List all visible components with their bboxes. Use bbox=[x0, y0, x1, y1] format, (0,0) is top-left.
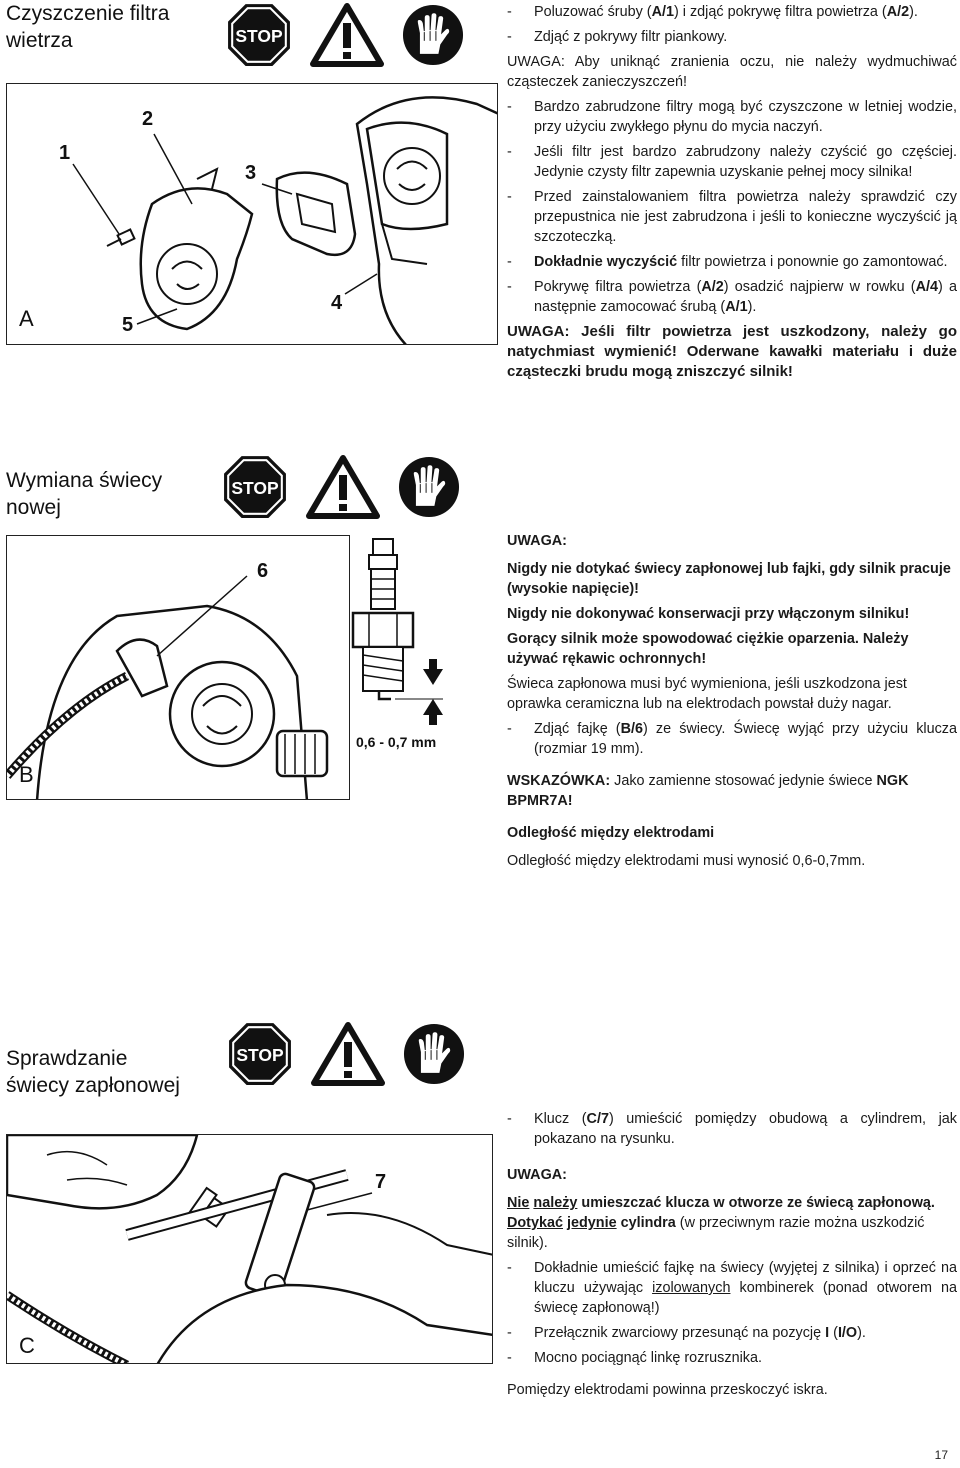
note-high-voltage: Nigdy nie dotykać świecy zapłonowej lub fajki, gdy silnik pracuje (wysokie napięcie)! bbox=[507, 561, 951, 597]
hint-paragraph: WSKAZÓWKA: Jako zamienne stosować jedynie świece NGK BPMR7A! bbox=[507, 773, 909, 809]
callout-4: 4 bbox=[331, 292, 343, 314]
final-warning-note: UWAGA: Jeśli filtr powietrza jest uszkodzony, należy go natychmiast wymienić! Oderwane kawałki materiału i duże cząsteczki brudu mogą zniszczyć silnik! bbox=[507, 323, 957, 380]
figure-letter-c: C bbox=[19, 1333, 35, 1358]
callout-3: 3 bbox=[245, 162, 257, 184]
note-label: UWAGA: bbox=[507, 1167, 567, 1183]
note-engine-running: Nigdy nie dokonywać konserwacji przy włączonym silniku! bbox=[507, 606, 910, 622]
list-item: - Dokładnie umieścić fajkę na świecy (wyjętej z silnika) i oprzeć na kluczu używając izolowanych kombinerek (ponad otworem na świecę zapłonową!) bbox=[507, 1260, 957, 1316]
warning-triangle-icon bbox=[306, 454, 380, 520]
list-item: - Zdjąć z pokrywy filtr piankowy. bbox=[507, 29, 728, 45]
page-number: 17 bbox=[934, 1448, 948, 1462]
note-eye-protection: UWAGA: Aby uniknąć zranienia oczu, nie należy wydmuchiwać cząsteczek zanieczyszczeń! bbox=[507, 54, 957, 90]
list-item: - Pokrywę filtra powietrza (A/2) osadzić najpierw w rowku (A/4) a następnie zamocować śrubą (A/1). bbox=[507, 279, 957, 315]
callout-5: 5 bbox=[122, 314, 134, 336]
section-a-signs bbox=[226, 2, 482, 68]
gloves-icon bbox=[402, 4, 464, 66]
list-item: - Mocno pociągnąć linkę rozrusznika. bbox=[507, 1350, 762, 1366]
list-item: - Poluzować śruby (A/1) i zdjąć pokrywę filtra powietrza (A/2). bbox=[507, 4, 918, 20]
section-a-title-line1: Czyszczenie filtra bbox=[6, 2, 170, 25]
stop-sign-icon bbox=[226, 2, 292, 68]
list-item: - Zdjąć fajkę (B/6) ze świecy. Świecę wyjąć przy użyciu klucza (rozmiar 19 mm). bbox=[507, 721, 957, 757]
gloves-icon bbox=[398, 456, 460, 518]
air-filter-illustration bbox=[7, 84, 498, 345]
list-item: - Klucz (C/7) umieścić pomiędzy obudową a cylindrem, jak pokazano na rysunku. bbox=[507, 1111, 958, 1147]
list-item: - Przed zainstalowaniem filtra powietrza należy sprawdzić czy przepustnica nie jest zabrudzona i jeśli to konieczne wyczyścić ją szczoteczką. bbox=[507, 189, 957, 245]
section-b-title bbox=[6, 467, 162, 521]
section-a-text bbox=[507, 2, 957, 387]
section-c-signs bbox=[227, 1021, 483, 1087]
gap-title: Odległość między elektrodami bbox=[507, 825, 715, 841]
stop-sign-icon bbox=[227, 1021, 293, 1087]
replacement-paragraph: Świeca zapłonowa musi być wymieniona, jeśli uszkodzona jest oprawka ceramiczna lub na elektrodach powstał duży nagar. bbox=[507, 676, 907, 712]
callout-6: 6 bbox=[257, 560, 269, 582]
callout-2: 2 bbox=[142, 108, 154, 130]
spark-plug-cap-illustration bbox=[7, 536, 350, 800]
callout-1: 1 bbox=[59, 142, 71, 164]
list-item: - Przełącznik zwarciowy przesunąć na pozycję I (I/O). bbox=[507, 1325, 866, 1341]
section-c-title-line2: świecy zapłonowej bbox=[6, 1074, 180, 1097]
section-c-text bbox=[507, 1109, 957, 1405]
section-b-title-line1: Wymiana świecy bbox=[6, 469, 163, 492]
warning-triangle-icon bbox=[310, 2, 384, 68]
figure-letter-a: A bbox=[19, 306, 34, 331]
section-a-title-line2: wietrza bbox=[6, 29, 73, 52]
stop-sign-icon bbox=[222, 454, 288, 520]
section-b-title-line2: nowej bbox=[6, 496, 61, 519]
note-hot-engine: Gorący silnik może spowodować ciężkie oparzenia. Należy używać rękawic ochronnych! bbox=[507, 631, 909, 667]
figure-b bbox=[6, 535, 350, 800]
callout-7: 7 bbox=[375, 1171, 387, 1193]
gap-text: Odległość między elektrodami musi wynosić 0,6-0,7mm. bbox=[507, 853, 866, 869]
electrode-gap-label: 0,6 - 0,7 mm bbox=[356, 734, 437, 750]
list-item: - Jeśli filtr jest bardzo zabrudzony należy czyścić go częściej. Jedynie czysty filtr zapewnia uzyskanie pełnej mocy silnika! bbox=[507, 144, 957, 180]
section-a-title bbox=[6, 0, 169, 54]
section-b-signs bbox=[222, 454, 478, 520]
figure-letter-b: B bbox=[19, 762, 34, 787]
figure-c bbox=[6, 1134, 493, 1364]
list-item: - Dokładnie wyczyścić filtr powietrza i ponownie go zamontować. bbox=[507, 254, 948, 270]
section-c-title-line1: Sprawdzanie bbox=[6, 1047, 128, 1070]
list-item: - Bardzo zabrudzone filtry mogą być czyszczone w letniej wodzie, przy użyciu zwykłego płynu do mycia naczyń. bbox=[507, 99, 957, 135]
note-wrench-placement: Nie należy umieszczać klucza w otworze ze świecą zapłonową. Dotykać jedynie cylindra (w przeciwnym razie można uszkodzić silnik). bbox=[507, 1195, 935, 1251]
section-b-text bbox=[507, 531, 957, 876]
section-c-title bbox=[6, 1045, 180, 1099]
figure-a bbox=[6, 83, 498, 345]
note-label: UWAGA: bbox=[507, 533, 567, 549]
spark-test-illustration bbox=[7, 1135, 493, 1364]
warning-triangle-icon bbox=[311, 1021, 385, 1087]
spark-plug-diagram bbox=[345, 535, 455, 725]
spark-check-result: Pomiędzy elektrodami powinna przeskoczyć iskra. bbox=[507, 1382, 828, 1398]
gloves-icon bbox=[403, 1023, 465, 1085]
